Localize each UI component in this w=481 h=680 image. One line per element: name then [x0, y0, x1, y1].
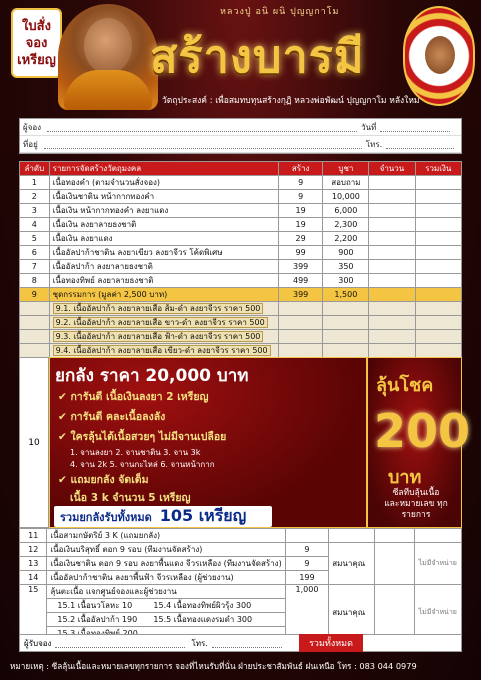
- row-no: 14: [20, 571, 47, 585]
- row-item: ลุ้นตะเนื้อ แจกศูนย์จองและผู้ช่วยงาน: [47, 585, 285, 599]
- row-price: 2,200: [323, 232, 369, 246]
- row-no: [20, 302, 50, 316]
- amulet-medal-image: [403, 6, 475, 106]
- form-row-address: [20, 136, 461, 153]
- row-price: 10,000: [323, 190, 369, 204]
- promo-title: ยกลัง ราคา 20,000 บาท: [55, 366, 249, 386]
- sub-item-label: 15.4 เนื้อทองทิพย์ผิวรุ้ง 300: [153, 601, 252, 610]
- row-no: 4: [20, 218, 50, 232]
- medal-face: [425, 36, 455, 74]
- sub-row-9: [20, 344, 462, 358]
- sub-item-label: 9.1. เนื้ออัลปาก้า ลงยาลายเสือ ส้ม-ดำ ลงยาจีวร ราคา 500: [53, 303, 264, 314]
- order-form-badge: [11, 8, 62, 78]
- row-item: [49, 302, 278, 316]
- row-sum-field[interactable]: [415, 288, 461, 302]
- promo-gift-1: ✔ แถมยกลัง จัดเต็ม: [58, 474, 149, 486]
- footer-phone-field[interactable]: [212, 638, 282, 648]
- row-item: เนื้อเงิน ลงยาแดง: [49, 232, 278, 246]
- row-made: 9: [285, 543, 329, 557]
- row-item: [49, 330, 278, 344]
- row-item: [47, 599, 285, 613]
- row-price: สอบถาม: [323, 176, 369, 190]
- row-sum-field[interactable]: [415, 302, 461, 316]
- samanakhun-cell: สมนาคุณ: [329, 585, 375, 641]
- col-item: รายการจัดสร้างวัตถุมงคล: [49, 162, 278, 176]
- row-qty-field[interactable]: [369, 330, 415, 344]
- order-form: [19, 118, 462, 154]
- row-made: [278, 344, 323, 358]
- row-price: 1,500: [323, 288, 369, 302]
- row-made: [278, 330, 323, 344]
- lucky-title: ลุ้นโชค: [376, 375, 434, 396]
- row-no: 3: [20, 204, 50, 218]
- row-sum-field[interactable]: [415, 330, 461, 344]
- promo-small-2: 4. จาน 2k 5. จานกะไหล่ 6. จานหน้ากาก: [70, 460, 215, 469]
- receiver-field[interactable]: [55, 638, 185, 648]
- table-row: [20, 218, 462, 232]
- row-qty-field[interactable]: [369, 344, 415, 358]
- row-sum-field[interactable]: [415, 190, 461, 204]
- phone-label: โทร.: [365, 139, 383, 149]
- footer-phone-label: โทร.: [191, 638, 208, 648]
- col-no: ลำดับ: [20, 162, 50, 176]
- header: [0, 0, 481, 120]
- row-item: เนื้อเงินชาติน ตอก 9 รอบ ลงยาพื้นแดง จีวรเหลือง (ทีมงานจัดสร้าง): [47, 557, 285, 571]
- table-row: [20, 232, 462, 246]
- lucky-note: ซีลทีบลุ้นเนื้อ และหมายเลข ทุกรายการ: [384, 488, 448, 520]
- table-row: [20, 204, 462, 218]
- row-item: เนื้ออัลปาก้า ลงยาลายธงชาติ: [49, 260, 278, 274]
- table-row: [20, 529, 462, 543]
- row-no: 13: [20, 557, 47, 571]
- badge-line-3: เหรียญ: [17, 52, 56, 68]
- row-no: 2: [20, 190, 50, 204]
- row-10-number: 10: [19, 357, 49, 528]
- row-item: เนื้ออัลปาก้าชาติน ลงยาพื้นฟ้า จีวรเหลือง (ผู้ช่วยงาน): [47, 571, 285, 585]
- phone-field[interactable]: [386, 139, 454, 149]
- row-sum-field[interactable]: [415, 316, 461, 330]
- row-made: 9: [285, 557, 329, 571]
- row-qty-field[interactable]: [369, 176, 415, 190]
- row-made: [278, 302, 323, 316]
- row-item: เนื้อทองคำ (ตามจำนวนสั่งจอง): [49, 176, 278, 190]
- row-sum-field[interactable]: [415, 204, 461, 218]
- row-no: [20, 330, 50, 344]
- row-qty-field[interactable]: [369, 288, 415, 302]
- row-price: 900: [323, 246, 369, 260]
- sub-row-9: [20, 302, 462, 316]
- lucky-unit: บาท: [388, 467, 422, 488]
- row-item: เนื้อทองทิพย์ ลงยาลายธงชาติ: [49, 274, 278, 288]
- sub-item-label: 9.2. เนื้ออัลปาก้า ลงยาลายเสือ ขาว-ดำ ลงยาจีวร ราคา 500: [53, 317, 268, 328]
- row-item: เนื้อเงิน หน้ากากทองคำ ลงยาแดง: [49, 204, 278, 218]
- table-header: [20, 162, 462, 176]
- row-made: 199: [285, 571, 329, 585]
- row-made: 399: [278, 288, 323, 302]
- row-item: [49, 316, 278, 330]
- table-row-9: [20, 288, 462, 302]
- row-price: [323, 316, 369, 330]
- row-no: 12: [20, 543, 47, 557]
- sub-item-label: 9.4. เนื้ออัลปาก้า ลงยาลายเสือ เขียว-ดำ ลงยาจีวร ราคา 500: [53, 345, 271, 356]
- table-row: [20, 543, 462, 557]
- row-sum-field[interactable]: [415, 274, 461, 288]
- sub-row-9: [20, 330, 462, 344]
- promo-gift-2: เนื้อ 3 k จำนวน 5 เหรียญ: [70, 492, 191, 504]
- row-qty-field[interactable]: [369, 190, 415, 204]
- address-label: ที่อยู่: [23, 139, 38, 149]
- table-row-15: [20, 585, 462, 599]
- promo-total-value: 105 เหรียญ: [159, 506, 247, 525]
- not-for-sale-cell: ไม่มีจำหน่าย: [414, 585, 461, 641]
- row-item: เนื้อเงินบริสุทธิ์ ตอก 9 รอบ (ทีมงานจัดสร้าง): [47, 543, 285, 557]
- date-label: วันที่: [361, 122, 377, 132]
- table-row: [20, 190, 462, 204]
- row-qty-field[interactable]: [374, 585, 414, 641]
- monk-robe: [64, 70, 152, 110]
- row-item: เนื้อสามกษัตริย์ 3 K (แถมยกลัง): [47, 529, 285, 543]
- row-price: 300: [323, 274, 369, 288]
- row-sum-field[interactable]: [414, 529, 461, 543]
- row-qty-field[interactable]: [369, 302, 415, 316]
- promo-total-bar: [54, 506, 272, 527]
- monk-face: [84, 18, 132, 74]
- row-price: [329, 529, 375, 543]
- promo-line-1: ✔ การันตี เนื้อเงินลงยา 2 เหรียญ: [58, 391, 209, 403]
- row-price: 6,000: [323, 204, 369, 218]
- row-no: 11: [20, 529, 47, 543]
- purpose-text: วัตถุประสงค์ : เพื่อสมทบทุนสร้างกุฏิ หลวงพ่อพัฒน์ ปุญญกาโม หลังใหม่: [162, 96, 420, 106]
- row-no: 9: [20, 288, 50, 302]
- monk-name: หลวงปู่ อนิ ผนิ ปุญญกาโม: [220, 7, 340, 17]
- row-no: 15: [20, 585, 47, 641]
- order-table-lower: [19, 528, 462, 641]
- row-made: 399: [278, 260, 323, 274]
- row-qty-field[interactable]: [369, 232, 415, 246]
- footer-note: หมายเหตุ : ซีลลุ้นเนื้อและหมายเลขทุกรายการ จองที่ไหนรับที่นั่น ฝ่ายประชาสัมพันธ์ ฝนเหนือ โทร : 083 044 0979: [10, 661, 417, 671]
- row-qty-field[interactable]: [369, 218, 415, 232]
- lucky-amount: 200: [374, 404, 471, 458]
- promo-small-1: 1. จานลงยา 2. จานชาติน 3. จาน 3k: [70, 448, 201, 457]
- row-made: 9: [278, 190, 323, 204]
- row-qty-field[interactable]: [369, 274, 415, 288]
- address-field[interactable]: [44, 139, 362, 149]
- order-table: [19, 161, 462, 372]
- promo-total-label: รวมยกลังรับทั้งหมด: [60, 510, 152, 524]
- row-price: [323, 330, 369, 344]
- orderer-field[interactable]: [47, 122, 357, 132]
- row-price: [323, 344, 369, 358]
- row-qty-field[interactable]: [369, 204, 415, 218]
- footer-row: [19, 634, 462, 652]
- promo-box: [49, 357, 367, 528]
- table-row: [20, 176, 462, 190]
- receiver-label: ผู้รับจอง: [24, 638, 52, 648]
- row-sum-field[interactable]: [415, 232, 461, 246]
- row-item: เนื้อเงิน ลงยาลายธงชาติ: [49, 218, 278, 232]
- col-price: บูชา: [323, 162, 369, 176]
- row-sum-field[interactable]: [415, 176, 461, 190]
- orderer-label: ผู้จอง: [23, 122, 42, 132]
- row-qty-field[interactable]: [374, 529, 414, 543]
- sub-item-label: 15.1 เนื้อนวโลหะ 10: [57, 601, 133, 610]
- row-item: เนื้ออัลปาก้าชาติน ลงยาเขียว ลงยาจีวร โค้ดพิเศษ: [49, 246, 278, 260]
- table-row: [20, 274, 462, 288]
- not-for-sale-cell: ไม่มีจำหน่าย: [414, 543, 461, 585]
- grand-total-label: รวมทั้งหมด: [299, 634, 363, 652]
- row-qty-field[interactable]: [374, 543, 414, 585]
- row-price: 350: [323, 260, 369, 274]
- badge-line-2: จอง: [25, 35, 48, 51]
- promo-line-2: ✔ การันตี คละเนื้อลงลัง: [58, 411, 166, 423]
- row-item: [47, 613, 285, 627]
- row-made: 499: [278, 274, 323, 288]
- row-made: 29: [278, 232, 323, 246]
- row-no: 1: [20, 176, 50, 190]
- page-title: สร้างบารมี: [150, 30, 365, 83]
- table-row: [20, 260, 462, 274]
- row-qty-field[interactable]: [369, 316, 415, 330]
- sub-item-label: 15.2 เนื้ออัลปาก้า 190: [57, 615, 138, 624]
- monk-photo: [58, 4, 158, 110]
- badge-line-1: ใบสั่ง: [22, 18, 51, 34]
- row-sum-field[interactable]: [415, 246, 461, 260]
- row-no: 5: [20, 232, 50, 246]
- row-made: 19: [278, 218, 323, 232]
- row-no: [20, 344, 50, 358]
- row-no: [20, 316, 50, 330]
- row-qty-field[interactable]: [369, 246, 415, 260]
- row-sum-field[interactable]: [415, 218, 461, 232]
- row-item: [49, 344, 278, 358]
- sub-item-label: 15.5 เนื้อทองแดงรมดำ 300: [153, 615, 253, 624]
- row-no: 8: [20, 274, 50, 288]
- lucky-draw-box: [367, 357, 471, 528]
- sub-item-label: 9.3. เนื้ออัลปาก้า ลงยาลายเสือ ฟ้า-ดำ ลงยาจีวร ราคา 500: [53, 331, 264, 342]
- row-sum-field[interactable]: [415, 344, 461, 358]
- col-total: รวมเงิน: [415, 162, 461, 176]
- sub-row-9: [20, 316, 462, 330]
- form-row-orderer: [20, 119, 461, 136]
- row-item: ชุดกรรมการ (มูลค่า 2,500 บาท): [49, 288, 278, 302]
- row-made: 99: [278, 246, 323, 260]
- row-made: 9: [278, 176, 323, 190]
- row-made: 19: [278, 204, 323, 218]
- row-made: [285, 529, 329, 543]
- row-price: 2,300: [323, 218, 369, 232]
- row-made: 1,000: [285, 585, 329, 641]
- table-row: [20, 246, 462, 260]
- samanakhun-cell: สมนาคุณ: [329, 543, 375, 585]
- row-qty-field[interactable]: [369, 260, 415, 274]
- row-sum-field[interactable]: [415, 260, 461, 274]
- row-no: 7: [20, 260, 50, 274]
- col-made: สร้าง: [278, 162, 323, 176]
- row-no: 6: [20, 246, 50, 260]
- row-made: [278, 316, 323, 330]
- promo-line-3: ✔ ใครลุ้นได้เนื้อสวยๆ ไม่มีจานเปลือย: [58, 431, 227, 443]
- row-item: เนื้อเงินชาติน หน้ากากทองคำ: [49, 190, 278, 204]
- row-price: [323, 302, 369, 316]
- col-qty: จำนวน: [369, 162, 415, 176]
- date-field[interactable]: [380, 122, 450, 132]
